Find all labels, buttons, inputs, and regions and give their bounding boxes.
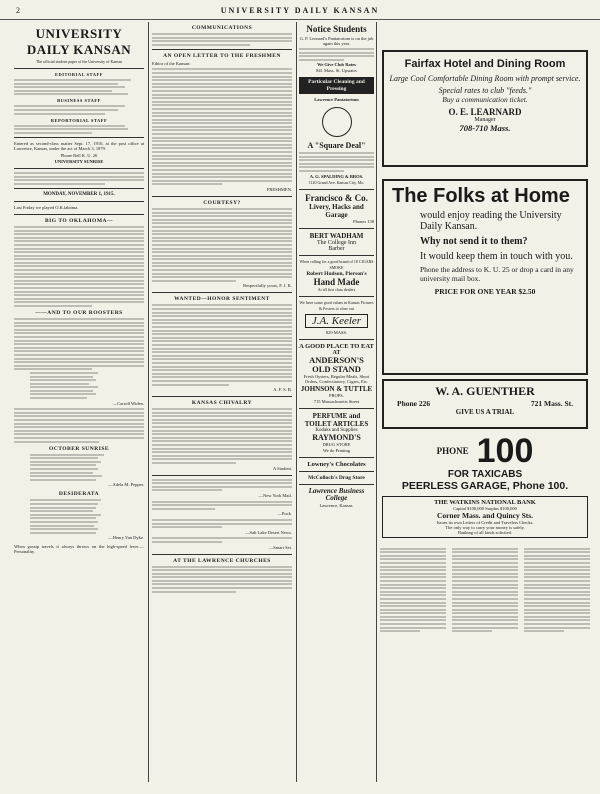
- andersons-sub: Fresh Oysters, Regular Meals, Short Orders, Confectionery, Cigars, Etc.: [303, 373, 370, 385]
- folks-why: Why not send it to them?: [420, 236, 528, 247]
- andersons: ANDERSON'S OLD STAND: [309, 354, 364, 374]
- spalding-name: A. G. SPALDING & BROS.: [309, 173, 364, 179]
- column-ads-wide: [380, 22, 590, 782]
- printing: We do Printing: [322, 447, 351, 453]
- quote-src-1: —New York Mail.: [258, 492, 292, 498]
- cleaning-banner: Particular Cleaning and Pressing: [299, 77, 374, 94]
- pantatorium-text: G. P. Leonard's Pantatorium is on the job again this year.: [299, 36, 374, 47]
- livery: Livery, Hacks and Garage: [309, 202, 364, 219]
- kodaks: Kodaks and Supplies: [315, 427, 358, 433]
- spalding-logo-icon: [322, 107, 352, 137]
- hand-made: Hand Made: [313, 276, 360, 287]
- issue-date: MONDAY, NOVEMBER 1, 1915.: [43, 191, 115, 197]
- mass-st: 715 Massachusetts Street: [313, 398, 360, 404]
- head-october-sunrise: OCTOBER SUNRISE: [48, 445, 110, 452]
- peerless: PEERLESS GARAGE, Phone 100.: [401, 480, 569, 492]
- bank-name: THE WATKINS NATIONAL BANK: [434, 499, 536, 506]
- bert-wadham: BERT WADHAM: [309, 231, 364, 240]
- running-title: UNIVERSITY DAILY KANSAN: [220, 6, 380, 15]
- masthead-subtitle: The official student paper of the University of Kansas: [35, 59, 123, 64]
- page-header: [0, 3, 600, 20]
- fairfax-sub: Large Cool Comfortable Dining Room with prompt service.: [389, 74, 581, 83]
- folks-price: PRICE FOR ONE YEAR $2.50: [434, 287, 536, 296]
- pantatorium-addr: 841 Mass. St. Upstairs: [316, 68, 357, 74]
- lawrence-business-college: Lawrence Business College: [308, 486, 365, 503]
- cigar-line: When calling for a good brand of 10 CIGARS SMOKE: [299, 258, 374, 270]
- at-word: AT: [332, 349, 341, 356]
- guenther-name: W. A. GUENTHER: [435, 384, 535, 398]
- sig-student: A Student.: [272, 465, 292, 471]
- lowney: Lowney's Chocolates: [307, 460, 366, 468]
- poem-signature: —Carroll Widen.: [112, 400, 144, 406]
- bank-capital: Capital $100,000 Surplus $100,000: [453, 506, 517, 511]
- sig-afsb: A. F. S. B.: [273, 387, 292, 393]
- first-class-dealers: At all first class dealers: [317, 286, 356, 292]
- barber: Barber: [328, 245, 345, 252]
- manager: Manager: [474, 117, 496, 123]
- poster-line: We have some good values in Kansas Pictures & Posters to close out: [299, 299, 374, 311]
- sunrise: UNIVERSITY SUNRISE: [54, 159, 104, 165]
- folks-touch: It would keep them in touch with you.: [420, 251, 573, 262]
- lawrence-sub: Lawrence, Kansas.: [319, 502, 354, 508]
- taxi-ad: [382, 433, 588, 492]
- folks-body: would enjoy reading the University Daily Kansan.: [420, 210, 562, 232]
- entry-notice: Entered as second-class matter Sept. 17, 1910, at the post office at Lawrence, Kansas, under the act of March 3, 1879.: [14, 140, 144, 151]
- fairfax-rates: Special rates to club "feeds.": [438, 86, 532, 95]
- quote-src-3: —Salt Lake Desert News.: [245, 529, 292, 535]
- business-staff: BUSINESS STAFF: [57, 98, 101, 104]
- fairfax-title: Fairfax Hotel and Dining Room: [404, 58, 566, 70]
- college-inn: The College Inn: [317, 239, 356, 246]
- bank-corner: Corner Mass. and Quincy Sts.: [436, 511, 534, 520]
- guenther-ad: [382, 379, 588, 429]
- editor-salutation: Editor of the Kansan:: [152, 60, 191, 66]
- notice-students: Notice Students: [306, 24, 367, 34]
- head-churches: AT THE LAWRENCE CHURCHES: [173, 557, 271, 564]
- good-place-eat: A GOOD PLACE TO EAT: [299, 342, 374, 350]
- taxi-for: FOR TAXICABS: [447, 469, 523, 480]
- column-editorial: [14, 22, 144, 782]
- perfume: PERFUME and TOILET ARTICLES: [304, 411, 369, 428]
- guenther-phone: Phone 226: [397, 399, 431, 408]
- fairfax-buy: Buy a communication ticket.: [442, 95, 528, 104]
- quote-src-2: —Puck.: [277, 511, 292, 517]
- bank-travel: Issues its own Letters of Credit and Travelers Checks.: [436, 520, 534, 525]
- column-communications: [152, 22, 292, 782]
- sig-freshmen: FRESHMEN.: [266, 186, 292, 192]
- closing-note: When gossip travels it always throws on the high-speed lever.—Personality.: [14, 544, 144, 555]
- mccolloch: McColloch's Drug Store: [308, 474, 365, 481]
- folks-at-home-ad: [382, 179, 588, 375]
- keeler-addr: 829 MASS.: [325, 329, 348, 335]
- poem2-signature: —Adela M. Pepper.: [108, 482, 144, 488]
- spalding-addr: 1120 Grand Ave. Kansas City, Mo.: [308, 179, 365, 185]
- keeler-logo: J.A. Keeler: [305, 314, 368, 328]
- phone-line: Phone Bell K. U. 26: [60, 153, 98, 159]
- livery-phone: Phones 138: [353, 218, 374, 224]
- last-friday: Last Friday we played O.K.lahoma.: [14, 204, 79, 210]
- pantatorium-name: Lawrence Pantatorium: [314, 97, 359, 103]
- francisco: Francisco & Co.: [305, 192, 368, 203]
- head-communications: COMMUNICATIONS: [191, 25, 253, 31]
- drug-store: DRUG STORE: [322, 441, 351, 447]
- bank-safe: The only way to carry your money is safely.: [445, 525, 525, 530]
- square-deal: A "Square Deal": [307, 141, 366, 151]
- props: PROPS.: [329, 392, 344, 398]
- bottom-articles: [380, 546, 590, 634]
- head-roosters: ——AND TO OUR ROOSTERS: [35, 310, 123, 316]
- fairfax-addr: 708-710 Mass.: [459, 123, 511, 133]
- sig-fjk: Respectfully yours, F. J. K.: [243, 283, 292, 289]
- head-chivalry: KANSAS CHIVALRY: [191, 400, 253, 407]
- club-rates: We Give Club Rates: [317, 62, 356, 68]
- editorial-staff: EDITORIAL STAFF: [55, 72, 103, 77]
- folks-title: The Folks at Home: [392, 185, 570, 207]
- head-big-to-oklahoma: BIG TO OKLAHOMA—: [44, 217, 113, 224]
- taxi-number: 100: [476, 432, 534, 470]
- guenther-trial: GIVE US A TRIAL: [455, 408, 515, 416]
- folks-phone: Phone the address to K. U. 25 or drop a card in any university mail box.: [420, 265, 574, 283]
- robert-hudson: Robert Hudson, Pierson's: [306, 270, 367, 277]
- bank-all: Banking of all kinds solicited.: [457, 530, 513, 535]
- raymonds: RAYMOND'S: [312, 432, 361, 442]
- johnson-tuttle: JOHNSON & TUTTLE: [300, 384, 373, 393]
- reportorial-staff: REPORTORIAL STAFF: [50, 117, 108, 123]
- learnard: O. E. LEARNARD: [448, 107, 522, 117]
- head-wanted: WANTED—HONOR SENTIMENT: [174, 296, 270, 303]
- head-courtesy: COURTESY?: [203, 199, 241, 206]
- guenther-addr: 721 Mass. St.: [530, 399, 573, 408]
- fairfax-ad: [382, 50, 588, 167]
- bank-ad: [382, 496, 588, 538]
- quote-src-4: —Smart Set.: [268, 544, 292, 550]
- poem3-signature: —Henry Van Dyke.: [108, 535, 144, 541]
- head-open-letter: AN OPEN LETTER TO THE FRESHMEN: [163, 52, 281, 59]
- page-number: 2: [16, 6, 20, 15]
- masthead: UNIVERSITY DAILY KANSAN: [26, 26, 132, 57]
- column-ads-narrow: [299, 22, 374, 782]
- taxi-phone-word: PHONE: [436, 446, 469, 456]
- head-desiderata: DESIDERATA: [58, 491, 100, 498]
